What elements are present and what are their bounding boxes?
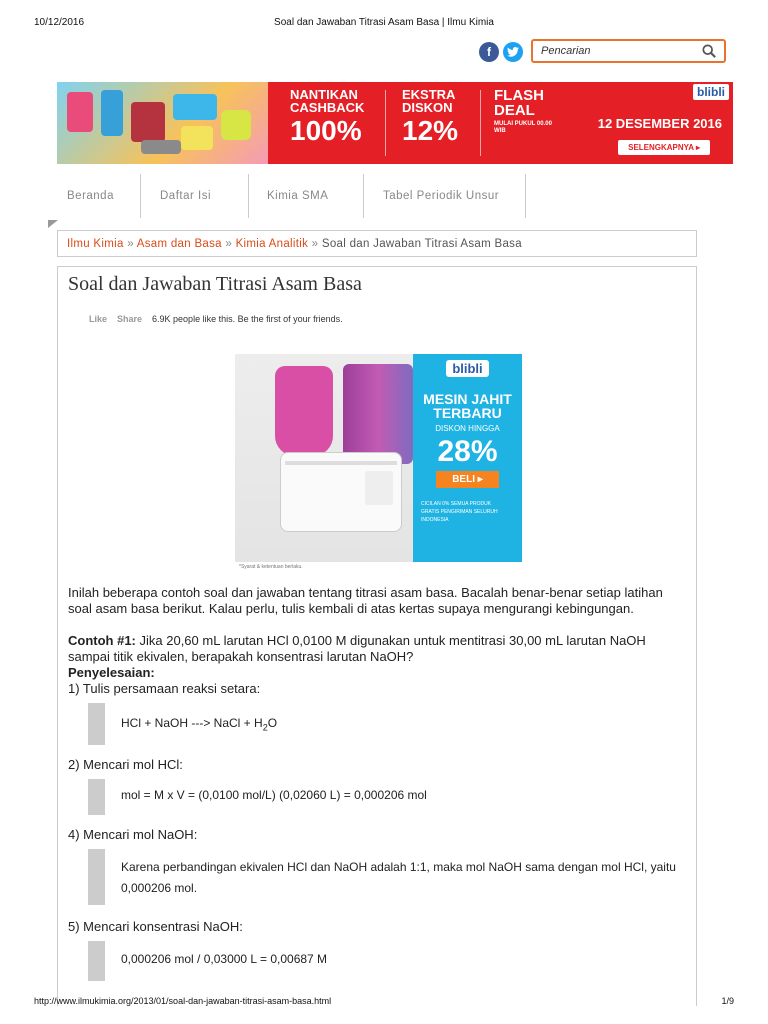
banner-diskon-line1: EKSTRA — [402, 87, 456, 102]
like-count-text: 6.9K people like this. Be the first of your friends. — [152, 314, 343, 324]
search-box — [531, 39, 726, 63]
nav-item-beranda[interactable]: Beranda — [57, 174, 141, 218]
like-button[interactable]: Like — [89, 314, 108, 324]
banner-flash-line2: DEAL — [494, 102, 535, 119]
banner-diskon-line2: DISKON — [402, 100, 453, 115]
post-container — [57, 266, 697, 1006]
banner-flash-note: MULAI PUKUL 00.00 WIB — [494, 121, 552, 134]
equation-block — [88, 703, 688, 745]
ad-blibli-logo: blibli — [446, 360, 488, 377]
calc-block-2: mol = M x V = (0,0100 mol/L) (0,02060 L) = 0,000206 mol — [88, 779, 688, 815]
step-1: 1) Tulis persamaan reaksi setara: — [68, 681, 261, 696]
ad-percent: 28% — [437, 435, 498, 468]
banner-promo-panel — [268, 82, 733, 164]
banner-diskon-value: 12% — [402, 115, 459, 146]
banner-cashback-value: 100% — [290, 115, 362, 146]
breadcrumb-asam-dan-basa[interactable]: Asam dan Basa — [136, 238, 222, 250]
print-page-number: 1/9 — [721, 996, 734, 1006]
breadcrumb-ilmu-kimia[interactable]: Ilmu Kimia — [67, 238, 124, 250]
sewing-machine-image — [280, 452, 402, 532]
ad-subheadline: DISKON HINGGA — [435, 424, 500, 433]
banner-product-collage — [57, 82, 268, 164]
facebook-icon[interactable]: f — [479, 42, 499, 62]
print-page-title: Soal dan Jawaban Titrasi Asam Basa | Ilmu Kimia — [274, 17, 494, 28]
ad-headline: MESIN JAHIT TERBARU — [423, 391, 512, 421]
search-input[interactable] — [539, 44, 703, 58]
nav-item-kimia-sma[interactable]: Kimia SMA — [249, 174, 364, 218]
breadcrumb-separator: » — [127, 238, 134, 250]
banner-cashback-line2: CASHBACK — [290, 100, 365, 115]
twitter-icon[interactable] — [503, 42, 523, 62]
ad-terms: *Syarat & ketentuan berlaku. — [235, 562, 522, 580]
example-question: Contoh #1: Jika 20,60 mL larutan HCl 0,0100 M digunakan untuk mentitrasi 30,00 mL larutan NaOH sampai titik ekivalen, berapakah konsentrasi larutan NaOH? — [68, 633, 646, 664]
breadcrumb-kimia-analitik[interactable]: Kimia Analitik — [235, 238, 309, 250]
social-buttons — [479, 42, 523, 62]
banner-cta-button[interactable]: SELENGKAPNYA ▸ — [618, 140, 710, 155]
main-nav — [57, 174, 526, 218]
sewing-machine-ad[interactable] — [235, 354, 522, 580]
banner-flash-line1: FLASH — [494, 87, 544, 104]
reaction-equation: HCl + NaOH ---> NaCl + $H_2O$ — [121, 716, 278, 733]
banner-cashback-line1: NANTIKAN — [290, 87, 358, 102]
print-date: 10/12/2016 — [34, 17, 85, 28]
calc-block-4: Karena perbandingan ekivalen HCl dan NaOH adalah 1:1, maka mol NaOH sama dengan mol HCl, yaitu 0,000206 mol. — [88, 849, 688, 905]
ad-buy-button[interactable]: BELI ▸ — [436, 471, 499, 488]
nav-item-daftar-isi[interactable]: Daftar Isi — [141, 174, 249, 218]
breadcrumb-separator: » — [225, 238, 233, 250]
search-icon[interactable] — [702, 44, 716, 58]
breadcrumb-separator: » — [311, 238, 319, 250]
top-banner-ad[interactable] — [57, 82, 733, 164]
print-url: http://www.ilmukimia.org/2013/01/soal-dan-jawaban-titrasi-asam-basa.html — [34, 996, 332, 1006]
ad-promo-panel — [413, 354, 522, 562]
solution-label: Penyelesaian: — [68, 665, 155, 680]
ad-photo — [235, 354, 413, 562]
step-2: 2) Mencari mol HCl: — [68, 757, 183, 772]
intro-paragraph: Inilah beberapa contoh soal dan jawaban tentang titrasi asam basa. Bacalah benar-benar setiap latihan soal asam basa berikut. Kalau perlu, tulis kembali di atas kertas supaya mengurangi kebingungan. — [68, 585, 663, 616]
breadcrumb — [57, 230, 697, 257]
breadcrumb-current: Soal dan Jawaban Titrasi Asam Basa — [321, 238, 522, 250]
calc-block-5: 0,000206 mol / 0,03000 L = 0,00687 M — [88, 941, 688, 981]
post-body — [68, 585, 688, 981]
nav-corner-fold — [48, 220, 58, 228]
ad-fine-print: CICILAN 0% SEMUA PRODUK GRATIS PENGIRIMAN SELURUH INDONESIA — [421, 501, 498, 523]
banner-date: 12 DESEMBER 2016 — [597, 116, 722, 131]
nav-item-tabel-periodik[interactable]: Tabel Periodik Unsur — [364, 174, 526, 218]
blibli-logo: blibli — [693, 84, 729, 100]
facebook-like-bar — [89, 314, 343, 324]
step-4: 4) Mencari mol NaOH: — [68, 827, 198, 842]
step-5: 5) Mencari konsentrasi NaOH: — [68, 919, 243, 934]
post-title: Soal dan Jawaban Titrasi Asam Basa — [68, 273, 362, 295]
share-button[interactable]: Share — [117, 314, 143, 324]
